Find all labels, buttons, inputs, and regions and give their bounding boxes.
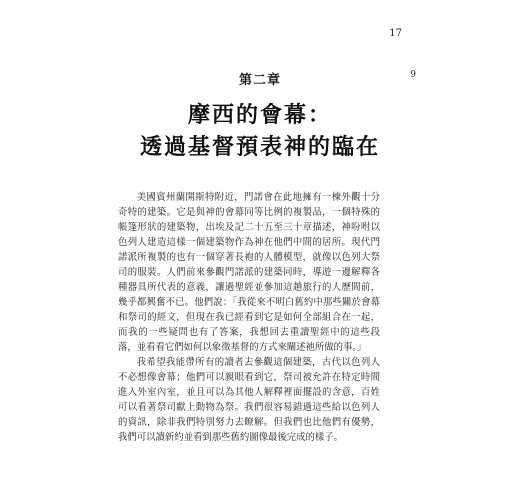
chapter-label: 第二章 [238,73,281,88]
body-paragraph-2: 我希望我能帶所有的讀者去參觀這個建築，古代以色列人不必想像會幕；他們可以親眼看到它，祭司被允許在特定時間進入外室內室，並且可以為其他人解釋裡面擺設的含意，百姓可以看著祭司獻上動物為祭。我們很容易錯過這些給以色列人的資訊，除非我們特別努力去瞭解。但我們也比他們有優勢，我們可以讀新約並看到那些舊約圖像最後完成的樣子。 [118,357,380,443]
chapter-body [118,190,380,445]
chapter-title-line-2: 透過基督預表神的臨在 [139,134,380,160]
body-paragraph-1: 美國賓州蘭開斯特附近，門諾會在此地擁有一棟外觀十分奇特的建築。它是與神的會幕同等比例的複製品，一個特殊的帳篷形狀的建築物，出埃及記二十五至三十章描述，神吩咐以色列人建造這樣一個建築物作為神在他們中間的居所。現代門諾派所複製的也有一個穿著長袍的人體模型，就像以色列大祭司的服裝。人們前來參觀門諾派的建築同時，導遊一邊解釋各種器具所代表的意義，讓過聖經並參加這趟旅行的人歷間前，幾乎都興奮不已。他們說：「我從來不明白舊約中那些關於會幕和祭司的經文，但現在我已經看到它是如何全部組合在一起，而我的一些疑問也有了答案，我想回去重讀聖經中的這些段落，並看看它們如何以象徵基督的方式來闡述祂所做的事。」 [118,192,380,353]
page-number: 17 [389,28,402,39]
side-page-number: 9 [410,70,416,80]
chapter-title-line-1: 摩西的會幕： [187,102,332,128]
